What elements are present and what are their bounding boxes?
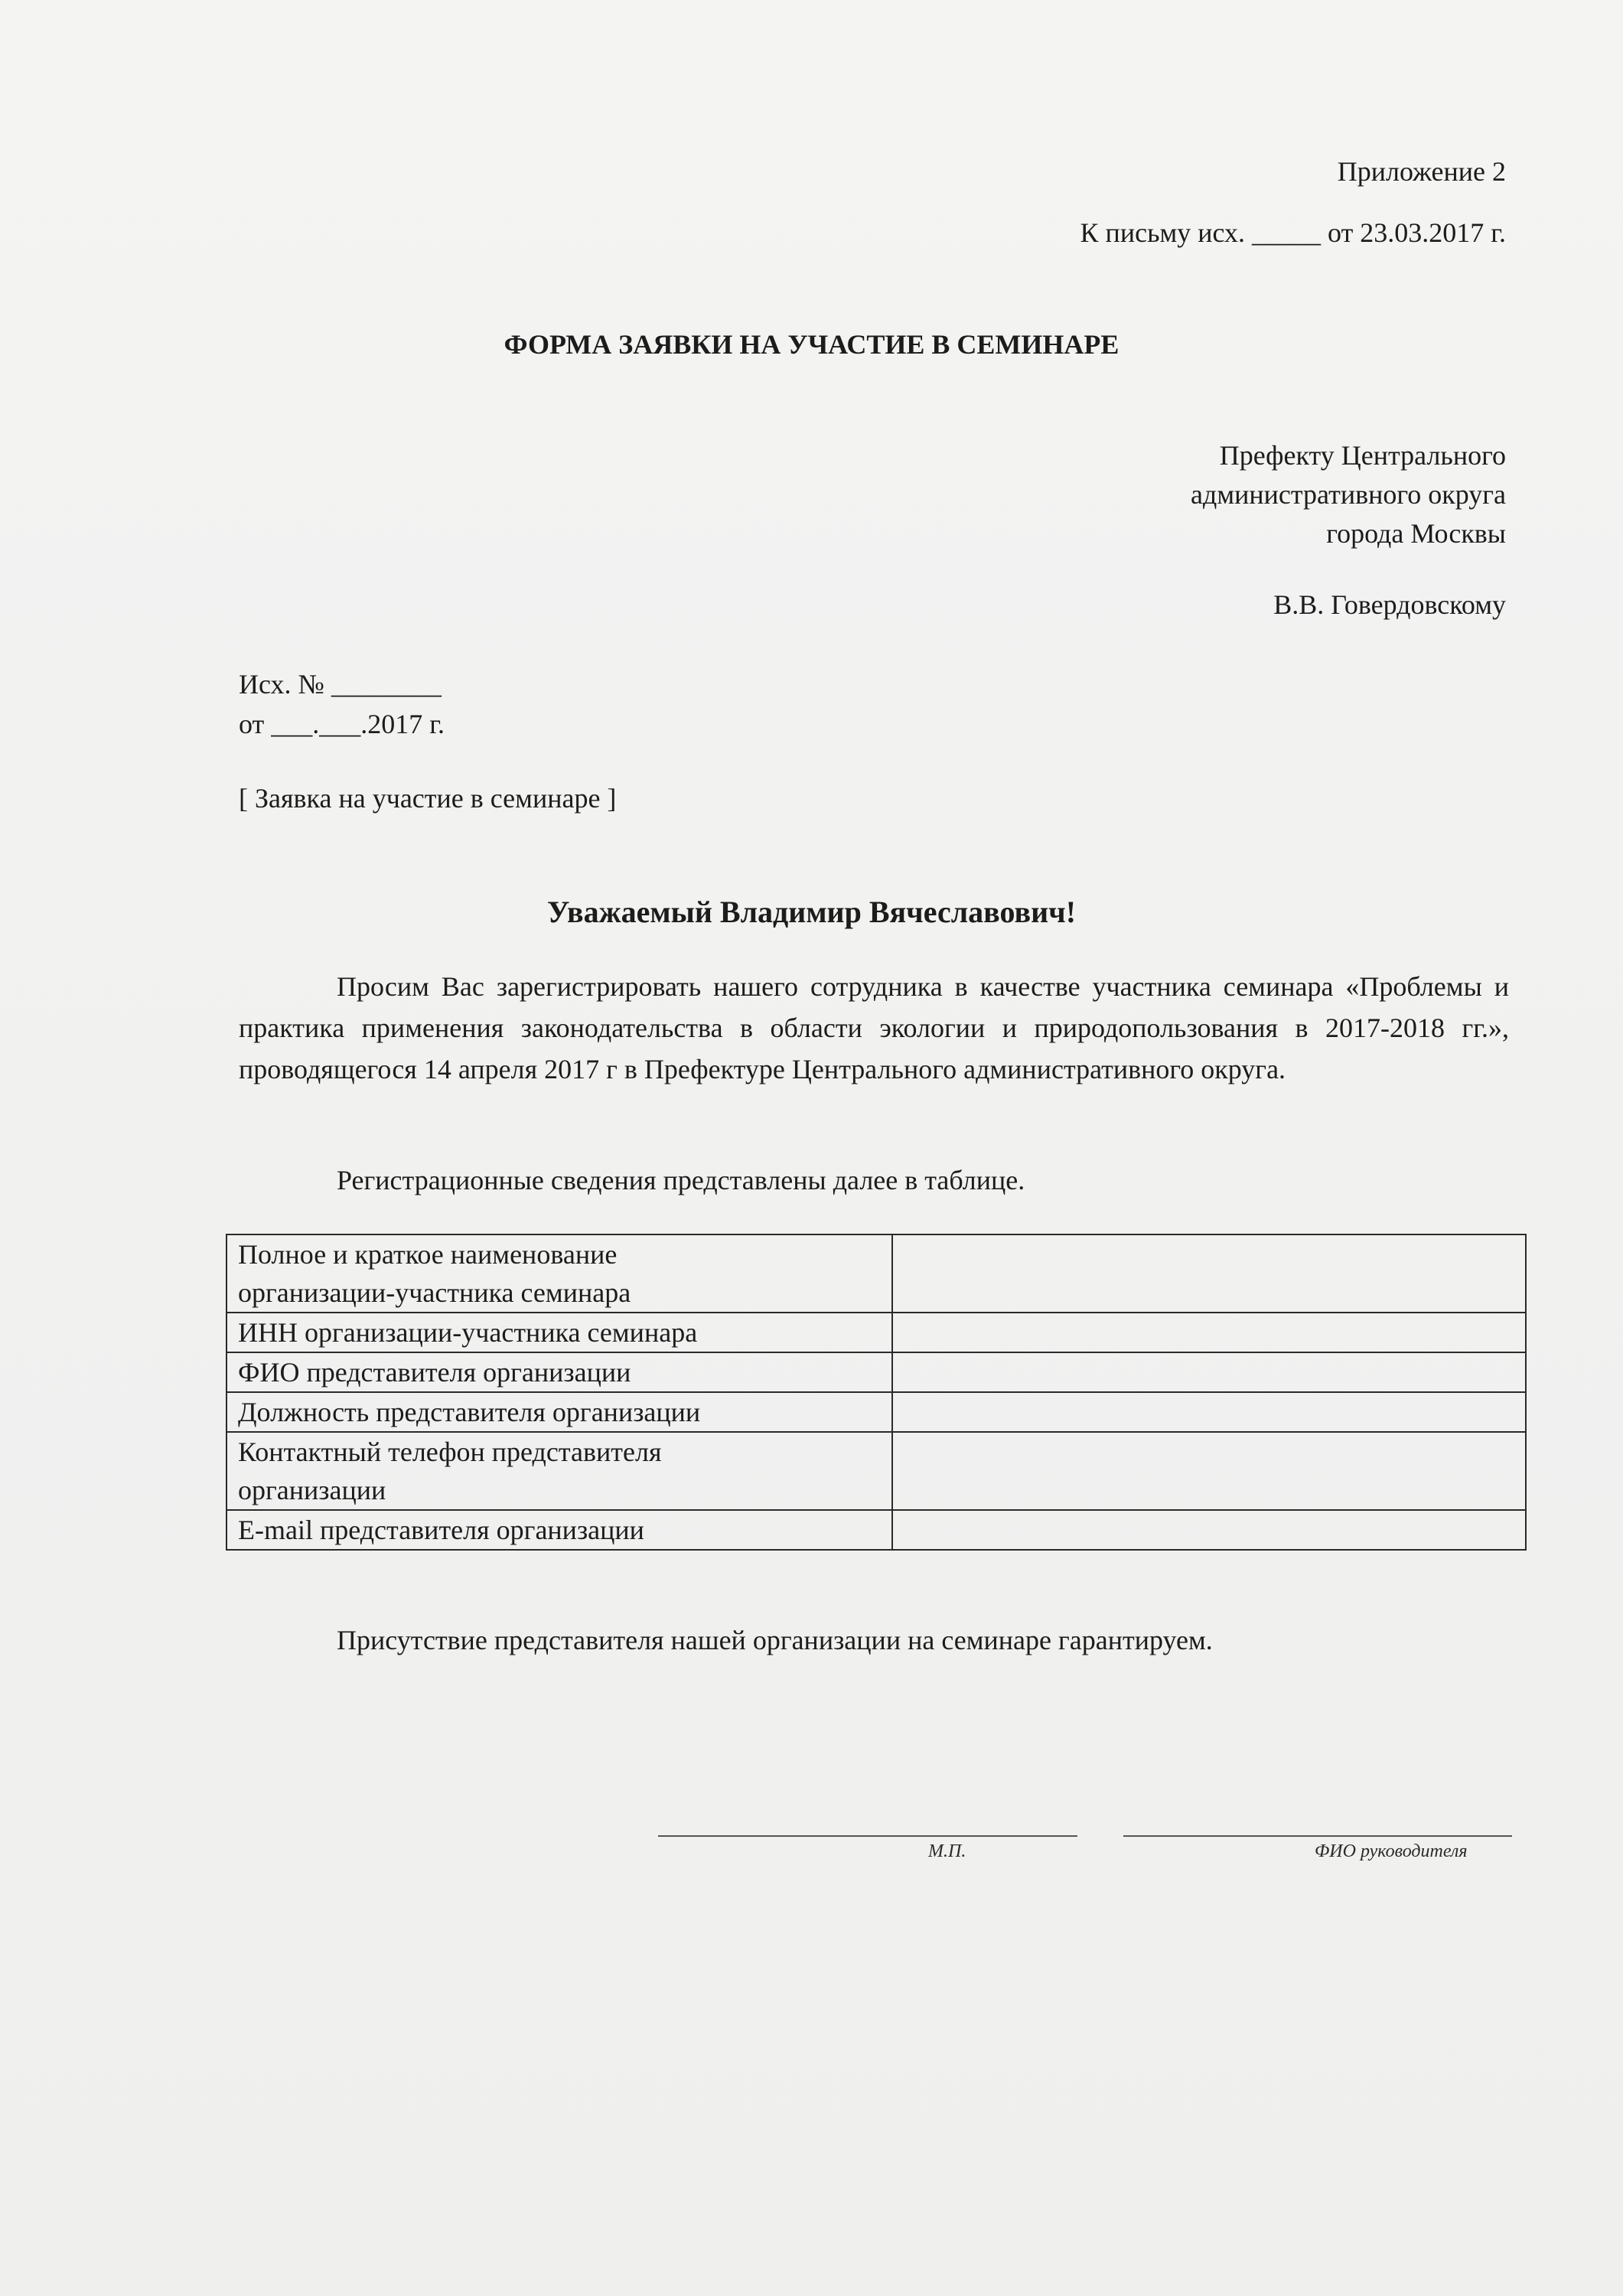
table-row — [227, 1392, 1526, 1432]
row-value-cell[interactable] — [892, 1313, 1526, 1352]
addressee-line: города Москвы — [1326, 518, 1506, 549]
registration-note: Регистрационные сведения представлены далее в таблице. — [337, 1165, 1025, 1195]
row-value-cell[interactable] — [892, 1510, 1526, 1550]
row-label-line: ФИО представителя организации — [238, 1357, 631, 1388]
addressee-block — [1191, 436, 1506, 553]
row-label-line: организации — [238, 1475, 386, 1505]
row-label — [227, 1392, 892, 1432]
row-value-cell[interactable] — [892, 1432, 1526, 1510]
table-row — [227, 1313, 1526, 1352]
salutation: Уважаемый Владимир Вячеславович! — [546, 895, 1077, 929]
stamp-caption: М.П. — [928, 1841, 966, 1861]
stamp-signature-line — [658, 1835, 1077, 1837]
subject-line: [ Заявка на участие в семинаре ] — [239, 783, 617, 814]
row-value-cell[interactable] — [892, 1234, 1526, 1313]
table-row — [227, 1510, 1526, 1550]
row-label — [227, 1234, 892, 1313]
row-label-line: E-mail представителя организации — [238, 1515, 644, 1545]
addressee-name: В.В. Говердовскому — [1273, 589, 1506, 620]
row-label — [227, 1432, 892, 1510]
row-value-cell[interactable] — [892, 1392, 1526, 1432]
form-title: ФОРМА ЗАЯВКИ НА УЧАСТИЕ В СЕМИНАРЕ — [504, 329, 1119, 360]
row-label-line: Контактный телефон представителя — [238, 1437, 662, 1467]
row-label — [227, 1510, 892, 1550]
row-label — [227, 1313, 892, 1352]
table-row — [227, 1352, 1526, 1392]
table-row — [227, 1432, 1526, 1510]
addressee-line: Префекту Центрального — [1219, 440, 1506, 471]
head-name-caption: ФИО руководителя — [1315, 1841, 1468, 1861]
row-label-line: ИНН организации-участника семинара — [238, 1317, 698, 1348]
addressee-line: административного округа — [1191, 479, 1506, 510]
registration-table — [226, 1234, 1527, 1551]
row-label-line: Полное и краткое наименование — [238, 1239, 618, 1270]
letter-reference: К письму исх. _____ от 23.03.2017 г. — [1080, 217, 1506, 248]
row-value-cell[interactable] — [892, 1352, 1526, 1392]
body-paragraph: Просим Вас зарегистрировать нашего сотрудника в качестве участника семинара «Проблемы и практика применения законодательства в области экологии и природопользования в 2017-2018 гг.», проводящегося 14 апреля 2017 г в Префектуре Центрального административного округа. — [239, 971, 1509, 1084]
row-label — [227, 1352, 892, 1392]
table-row — [227, 1234, 1526, 1313]
row-label-line: Должность представителя организации — [238, 1397, 701, 1427]
outgoing-date: от ___.___.2017 г. — [239, 709, 445, 739]
head-name-line — [1123, 1835, 1512, 1837]
row-label-line: организации-участника семинара — [238, 1277, 631, 1308]
guarantee-text: Присутствие представителя нашей организации на семинаре гарантируем. — [337, 1625, 1213, 1655]
annex-label: Приложение 2 — [1337, 156, 1506, 187]
outgoing-number: Исх. № ________ — [239, 669, 442, 700]
